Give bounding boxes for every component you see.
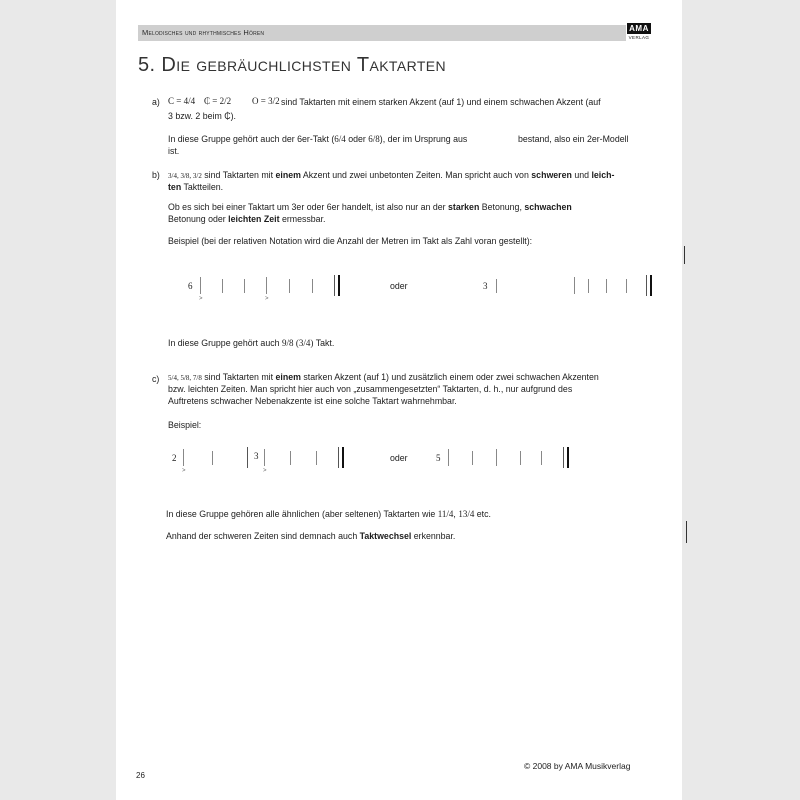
publisher-logo xyxy=(627,23,651,41)
beat-mark xyxy=(574,277,575,294)
label-c: c) xyxy=(152,374,160,384)
barline xyxy=(563,447,564,468)
beat-mark xyxy=(244,279,245,293)
final-barline xyxy=(338,275,340,296)
example-b-or: oder xyxy=(390,281,408,291)
a-line1: sind Taktarten mit einem starken Akzent (auf 1) und einem schwachen Akzent (auf xyxy=(281,97,601,107)
a-para2-line1-end: bestand, also ein 2er-Modell xyxy=(518,134,629,144)
example-b-right-number: 3 xyxy=(483,281,488,291)
beat-mark xyxy=(312,279,313,293)
a-line2: 3 bzw. 2 beim ₵). xyxy=(168,111,236,121)
beat-mark xyxy=(266,277,267,294)
b-example-intro: Beispiel (bei der relativen Notation wird die Anzahl der Metren im Takt als Zahl voran gestellt): xyxy=(168,236,533,246)
symbol-alla-breve: ₵ = 2/2 xyxy=(204,96,232,106)
label-b: b) xyxy=(152,170,160,180)
c-change-text: Anhand der schweren Zeiten sind demnach auch Taktwechsel erkennbar. xyxy=(166,531,456,541)
barline xyxy=(334,275,335,296)
page-number: 26 xyxy=(136,771,145,780)
beat-mark xyxy=(541,451,542,465)
c-line3: Auftretens schwacher Nebenakzente ist eine solche Taktart wahrnehmbar. xyxy=(168,396,457,406)
b-line2: ten Taktteilen. xyxy=(168,182,224,192)
final-barline xyxy=(650,275,652,296)
label-a: a) xyxy=(152,97,160,107)
c-line1: 5/4, 5/8, 7/8 sind Taktarten mit einem starken Akzent (auf 1) und zusätzlich einem oder zwei schwachen Akzenten xyxy=(168,372,599,382)
symbol-o: O = 3/2 xyxy=(252,96,280,106)
page-title: 5. Die gebräuchlichsten Taktarten xyxy=(138,54,447,76)
accent-mark: > xyxy=(199,296,203,302)
b-para2-line1: Ob es sich bei einer Taktart um 3er oder 6er handelt, ist also nur an der starken Betonung, schwachen xyxy=(168,202,572,212)
beat-mark xyxy=(264,449,265,466)
beat-mark xyxy=(222,279,223,293)
symbol-c: C = 4/4 xyxy=(168,96,196,106)
c-example-label: Beispiel: xyxy=(168,420,202,430)
accent-mark: > xyxy=(265,296,269,302)
section-header-label: Melodisches und rhythmisches Hören xyxy=(142,28,265,37)
beat-mark xyxy=(520,451,521,465)
a-para2-line1: In diese Gruppe gehört auch der 6er-Takt (6/4 oder 6/8), der im Ursprung aus xyxy=(168,134,468,144)
beat-mark xyxy=(626,279,627,293)
final-barline xyxy=(567,447,569,468)
beat-mark xyxy=(496,279,497,293)
example-b-left-number: 6 xyxy=(188,281,193,291)
beat-mark xyxy=(212,451,213,465)
b-group-text: In diese Gruppe gehört auch 9/8 (3/4) Takt. xyxy=(168,338,335,348)
beat-mark xyxy=(606,279,607,293)
barline xyxy=(338,447,339,468)
copyright-notice: © 2008 by AMA Musikverlag xyxy=(524,761,631,771)
beat-mark xyxy=(183,449,184,466)
accent-mark: > xyxy=(182,468,186,474)
beat-mark xyxy=(316,451,317,465)
example-c-or: oder xyxy=(390,453,408,463)
margin-mark xyxy=(684,246,685,264)
a-para2-line2: ist. xyxy=(168,146,180,156)
beat-mark xyxy=(588,279,589,293)
b-para2-line2: Betonung oder leichten Zeit ermessbar. xyxy=(168,214,326,224)
beat-mark xyxy=(472,451,473,465)
beat-mark xyxy=(289,279,290,293)
beat-mark xyxy=(290,451,291,465)
final-barline xyxy=(342,447,344,468)
accent-mark: > xyxy=(263,468,267,474)
example-c-mid-number: 3 xyxy=(254,451,259,461)
beat-mark xyxy=(496,449,497,466)
logo-mark: AMA xyxy=(627,23,651,34)
c-rare-text: In diese Gruppe gehören alle ähnlichen (aber seltenen) Taktarten wie 11/4, 13/4 etc. xyxy=(166,509,491,519)
barline xyxy=(646,275,647,296)
c-line2: bzw. leichten Zeiten. Man spricht hier auch von „zusammengesetzten“ Taktarten, d. h., nur aufgrund des xyxy=(168,384,573,394)
beat-mark xyxy=(448,449,449,466)
logo-subtext: VERLAG xyxy=(628,35,650,40)
margin-mark xyxy=(686,521,687,543)
barline xyxy=(247,447,248,468)
example-c-left-number: 2 xyxy=(172,453,177,463)
beat-mark xyxy=(200,277,201,294)
example-c-right-number: 5 xyxy=(436,453,441,463)
b-line1: 3/4, 3/8, 3/2 sind Taktarten mit einem Akzent und zwei unbetonten Zeiten. Man spricht auch von schweren und leich- xyxy=(168,170,615,180)
